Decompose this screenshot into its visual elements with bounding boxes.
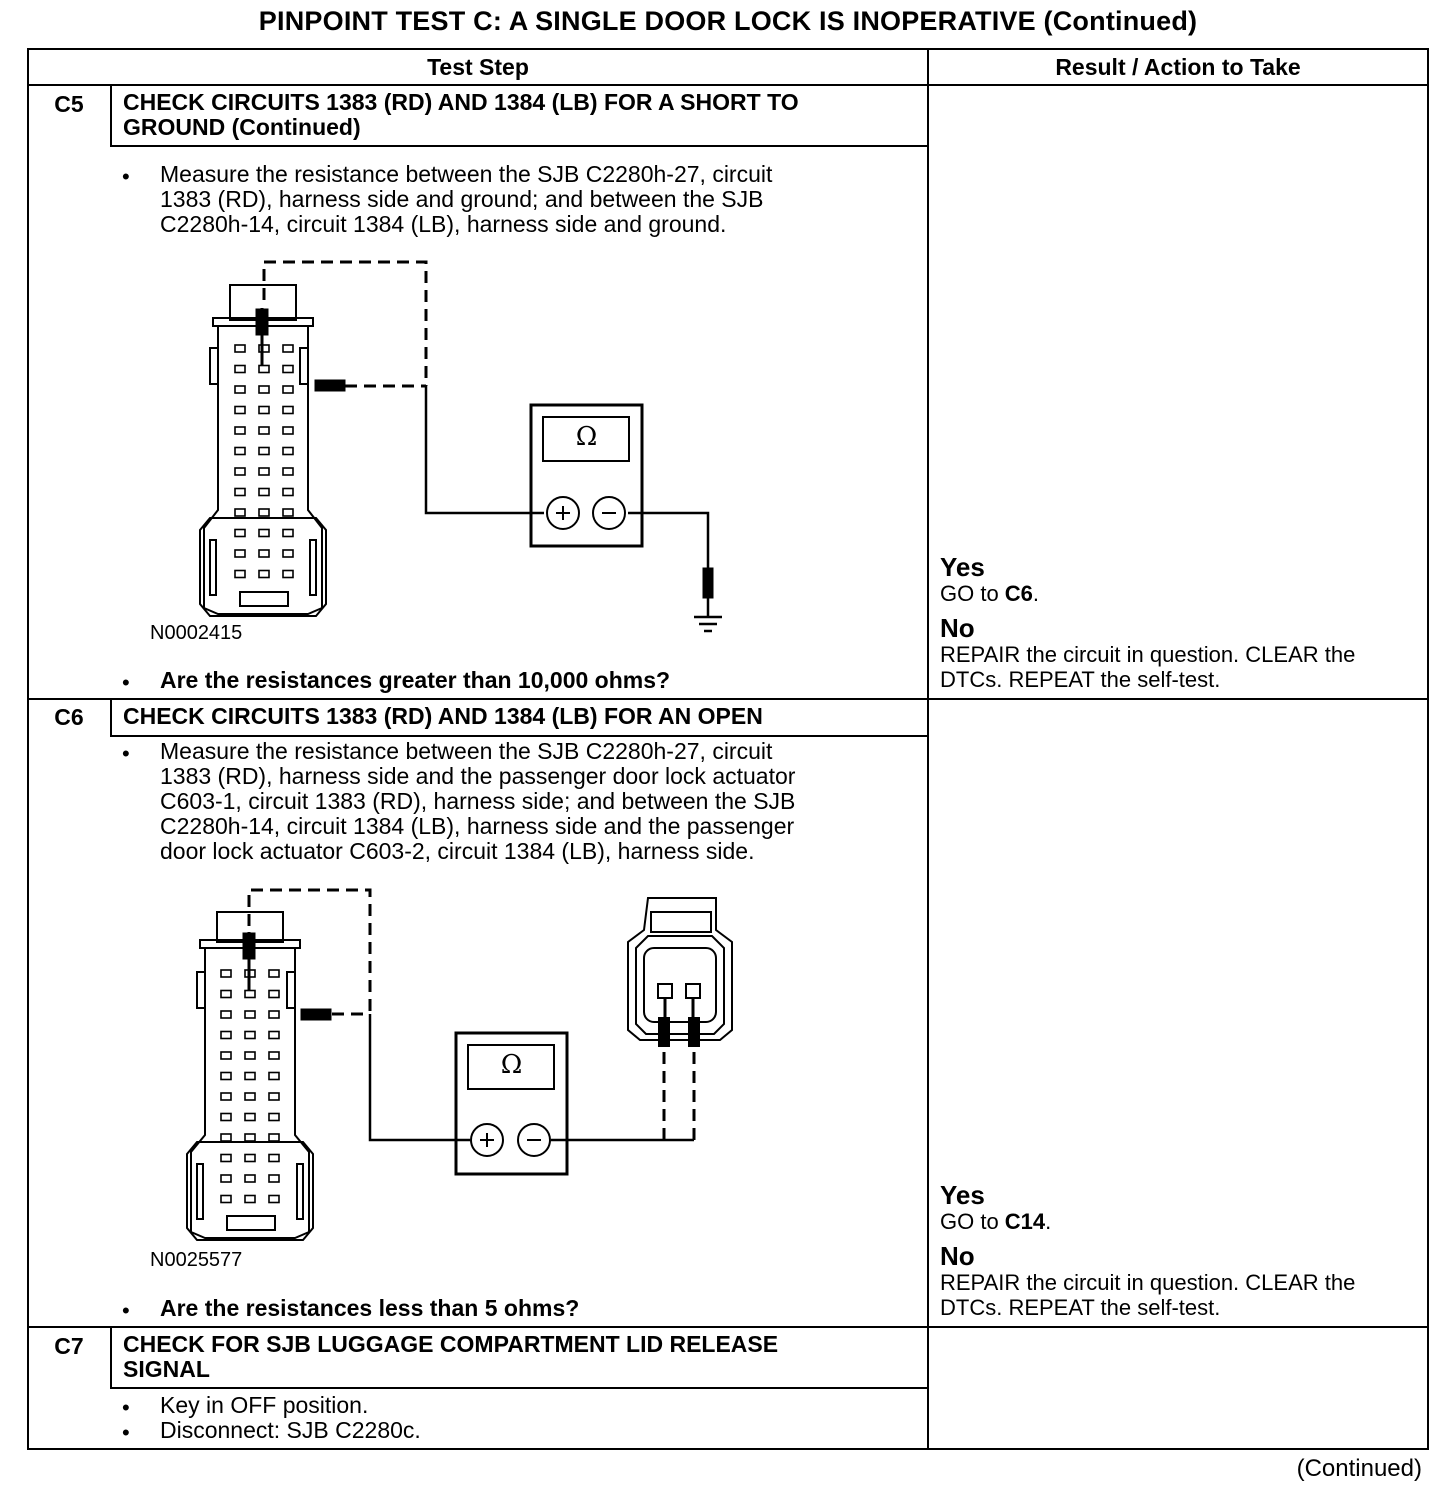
connector-pin [221, 1093, 231, 1100]
connector-pin [221, 991, 231, 998]
connector-pin [221, 1073, 231, 1080]
ohm-symbol-c6: Ω [500, 1050, 523, 1080]
bullet-c7-2: • [122, 1420, 130, 1445]
step-id-c7: C7 [54, 1333, 84, 1359]
figure-id-c6: N0025577 [150, 1249, 243, 1271]
instruction-c5: Measure the resistance between the SJB C2280h-27, circuit 1383 (RD), harness side and ground; and between the SJB C2280h-14, circuit 1384 (LB), harness side and ground. [160, 161, 773, 237]
connector-pin [245, 1052, 255, 1059]
connector-pin [245, 1114, 255, 1121]
column-header-result: Result / Action to Take [1055, 54, 1301, 80]
connector-pin [245, 1093, 255, 1100]
question-c5: Are the resistances greater than 10,000 ohms? [160, 667, 671, 693]
question-c6: Are the resistances less than 5 ohms? [160, 1295, 580, 1321]
ohm-symbol-c5: Ω [575, 422, 598, 452]
connector-pin [221, 1155, 231, 1162]
bullet-c7-1: • [122, 1395, 130, 1420]
connector-pin [245, 1155, 255, 1162]
bullet-c5-question: • [122, 670, 130, 695]
connector-pin [269, 1155, 279, 1162]
bullet-c5-instruction: • [122, 164, 130, 189]
connector-pin [245, 1011, 255, 1018]
yes-label-c5: Yes [940, 552, 985, 582]
no-action-c5: REPAIR the circuit in question. CLEAR the DTCs. REPEAT the self-test. [940, 642, 1356, 692]
connector-pin [221, 1196, 231, 1203]
bullet-c6-question: • [122, 1298, 130, 1323]
figure-id-c5: N0002415 [150, 622, 243, 644]
connector-pin [221, 1175, 231, 1182]
connector-pin [269, 991, 279, 998]
bullet-c6-instruction: • [122, 741, 130, 766]
no-label-c6: No [940, 1241, 975, 1271]
no-action-c6: REPAIR the circuit in question. CLEAR the DTCs. REPEAT the self-test. [940, 1270, 1356, 1320]
connector-pin [221, 1032, 231, 1039]
connector-pin [269, 1114, 279, 1121]
connector-pin [245, 991, 255, 998]
connector-pin [269, 1052, 279, 1059]
yes-action-c6: GO to C14. [940, 1209, 1052, 1234]
instruction-c6: Measure the resistance between the SJB C2280h-27, circuit 1383 (RD), harness side and the passenger door lock actuator C603-1, circuit 1383 (RD), harness side; and between the SJB C2280h-14, circuit 1384 (LB), harness side and the passenger door lock actuator C603-2, circuit 1384 (LB), harness side. [160, 738, 796, 864]
yes-action-c5: GO to C6. [940, 581, 1040, 606]
result-c6 [940, 1180, 1356, 1320]
connector-pin [269, 1011, 279, 1018]
connector-pin [221, 970, 231, 977]
step-heading-c5: CHECK CIRCUITS 1383 (RD) AND 1384 (LB) FOR A SHORT TO GROUND (Continued) [123, 89, 799, 140]
connector-pin [269, 1073, 279, 1080]
step-id-c5: C5 [54, 91, 84, 117]
connector-pin [245, 1134, 255, 1141]
connector-pin [269, 1093, 279, 1100]
connector-pins-c6 [221, 970, 279, 1203]
yes-label-c6: Yes [940, 1180, 985, 1210]
connector-pin [269, 1175, 279, 1182]
connector-pin [221, 1134, 231, 1141]
step-heading-c6: CHECK CIRCUITS 1383 (RD) AND 1384 (LB) FOR AN OPEN [123, 703, 763, 729]
page-title: PINPOINT TEST C: A SINGLE DOOR LOCK IS INOPERATIVE (Continued) [258, 6, 1198, 36]
connector-pin [245, 1073, 255, 1080]
continued-footer: (Continued) [1296, 1455, 1422, 1482]
step-heading-c7: CHECK FOR SJB LUGGAGE COMPARTMENT LID RELEASE SIGNAL [123, 1331, 779, 1382]
connector-pin [221, 1052, 231, 1059]
step-id-c6: C6 [54, 704, 84, 730]
connector-pin [245, 1196, 255, 1203]
connector-pin [245, 1032, 255, 1039]
connector-pin [221, 1114, 231, 1121]
c7-item-key-off: Key in OFF position. [160, 1392, 369, 1418]
no-label-c5: No [940, 613, 975, 643]
c7-item-disconnect: Disconnect: SJB C2280c. [160, 1417, 421, 1443]
connector-pin [269, 1032, 279, 1039]
connector-pin [269, 1196, 279, 1203]
connector-pin [269, 970, 279, 977]
connector-pin [269, 1134, 279, 1141]
door-lock-actuator-connector [628, 898, 732, 1046]
connector-pin [221, 1011, 231, 1018]
column-header-test-step: Test Step [427, 54, 529, 80]
connector-pin [245, 1175, 255, 1182]
